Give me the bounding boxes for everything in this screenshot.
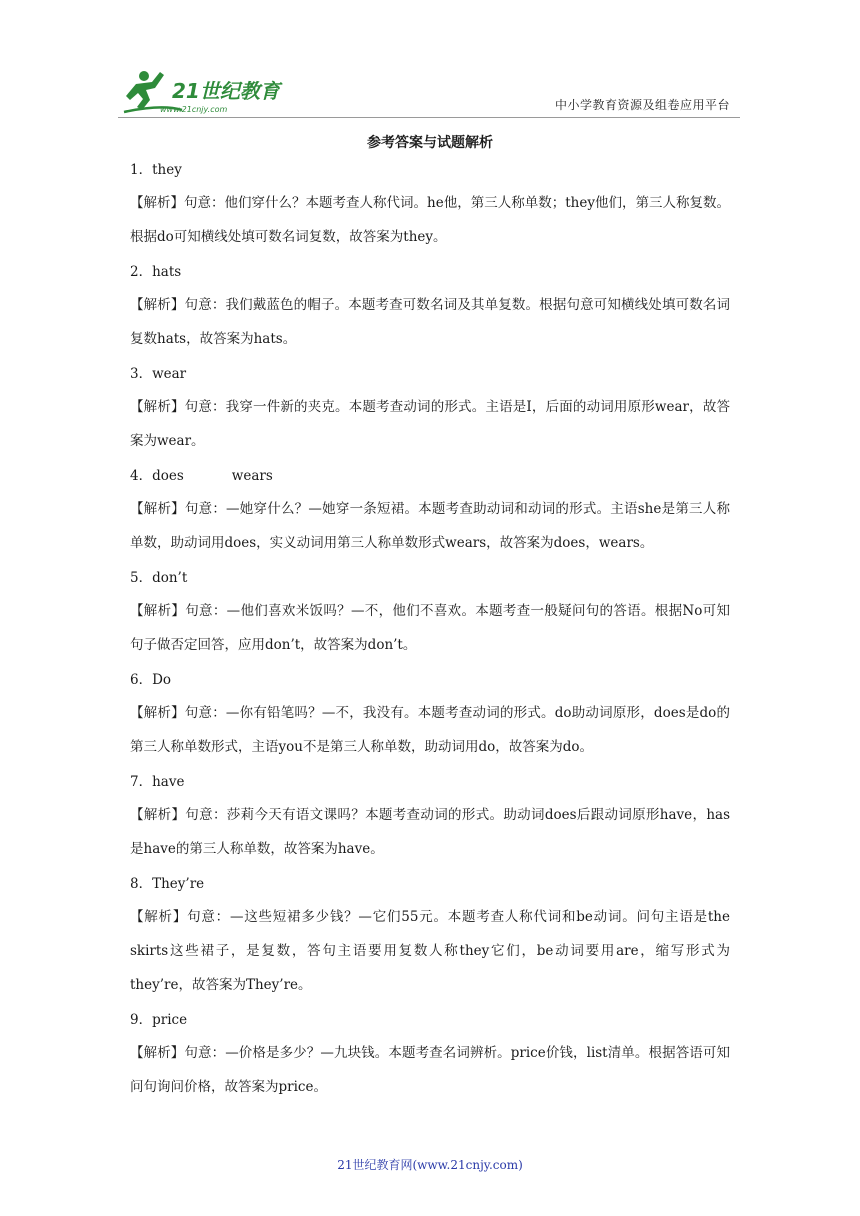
question-number: 1． — [130, 162, 153, 178]
list-item — [130, 874, 730, 1002]
list-item — [130, 772, 730, 866]
explanation-text: 【解析】句意：莎莉今天有语文课吗？本题考查动词的形式。助动词does后跟动词原形have，has是have的第三人称单数，故答案为have。 — [130, 807, 730, 857]
list-item — [130, 1010, 730, 1104]
list-item — [130, 670, 730, 764]
list-item — [130, 568, 730, 662]
question-number: 5． — [130, 570, 153, 586]
answer-list — [130, 160, 730, 1112]
question-answer — [130, 364, 730, 384]
logo — [122, 66, 292, 118]
question-number: 8． — [130, 876, 153, 892]
answer-text: They’re — [152, 876, 205, 892]
question-answer — [130, 160, 730, 180]
question-answer — [130, 670, 730, 690]
question-number: 7． — [130, 774, 153, 790]
answer-text: Do — [152, 672, 172, 688]
explanation-text: 【解析】句意：—她穿什么？—她穿一条短裙。本题考查助动词和动词的形式。主语she是第三人称单数，助动词用does，实义动词用第三人称单数形式wears，故答案为does，wears。 — [130, 501, 730, 551]
question-answer — [130, 772, 730, 792]
list-item — [130, 466, 730, 560]
page-footer[interactable]: 21世纪教育网(www.21cnjy.com) — [337, 1158, 523, 1172]
answer-text: hats — [152, 264, 182, 280]
page-title: 参考答案与试题解析 — [367, 135, 493, 151]
logo-main-text: 21世纪教育 — [172, 79, 280, 103]
question-number: 6． — [130, 672, 153, 688]
list-item — [130, 160, 730, 254]
answer-text: don’t — [152, 570, 188, 586]
question-answer — [130, 1010, 730, 1030]
explanation-text: 【解析】句意：—你有铅笔吗？—不，我没有。本题考查动词的形式。do助动词原形，does是do的第三人称单数形式，主语you不是第三人称单数，助动词用do，故答案为do。 — [130, 705, 730, 755]
answer-text: wear — [152, 366, 187, 382]
question-number: 3． — [130, 366, 153, 382]
answer-text-2: wears — [231, 468, 273, 484]
explanation-text: 【解析】句意：他们穿什么？本题考查人称代词。he他，第三人称单数；they他们，第三人称复数。根据do可知横线处填可数名词复数，故答案为they。 — [130, 195, 730, 245]
answer-text: have — [152, 774, 185, 790]
logo-url-text: www.21cnjy.com — [160, 105, 228, 114]
answer-text: price — [152, 1012, 188, 1028]
explanation-text: 【解析】句意：我们戴蓝色的帽子。本题考查可数名词及其单复数。根据句意可知横线处填可数名词复数hats，故答案为hats。 — [130, 297, 730, 347]
question-number: 9． — [130, 1012, 153, 1028]
explanation-text: 【解析】句意：—他们喜欢米饭吗？—不，他们不喜欢。本题考查一般疑问句的答语。根据No可知句子做否定回答，应用don’t，故答案为don’t。 — [130, 603, 730, 653]
explanation-text: 【解析】句意：我穿一件新的夹克。本题考查动词的形式。主语是I，后面的动词用原形wear，故答案为wear。 — [130, 399, 730, 449]
answer-text: does — [152, 468, 184, 484]
question-answer — [130, 568, 730, 588]
list-item — [130, 364, 730, 458]
page-header — [0, 0, 860, 120]
question-answer — [130, 466, 730, 486]
question-answer — [130, 874, 730, 894]
explanation-text: 【解析】句意：—价格是多少？—九块钱。本题考查名词辨析。price价钱，list清单。根据答语可知问句询问价格，故答案为price。 — [130, 1045, 730, 1095]
question-number: 2． — [130, 264, 153, 280]
question-number: 4． — [130, 468, 153, 484]
platform-label: 中小学教育资源及组卷应用平台 — [554, 98, 730, 112]
explanation-text: 【解析】句意：—这些短裙多少钱？—它们55元。本题考查人称代词和be动词。问句主语是the skirts这些裙子，是复数，答句主语要用复数人称they它们，be动词要用are，缩写形式为they’re，故答案为They’re。 — [130, 909, 730, 993]
question-answer — [130, 262, 730, 282]
header-divider — [118, 117, 740, 118]
list-item — [130, 262, 730, 356]
answer-text: they — [152, 162, 182, 178]
